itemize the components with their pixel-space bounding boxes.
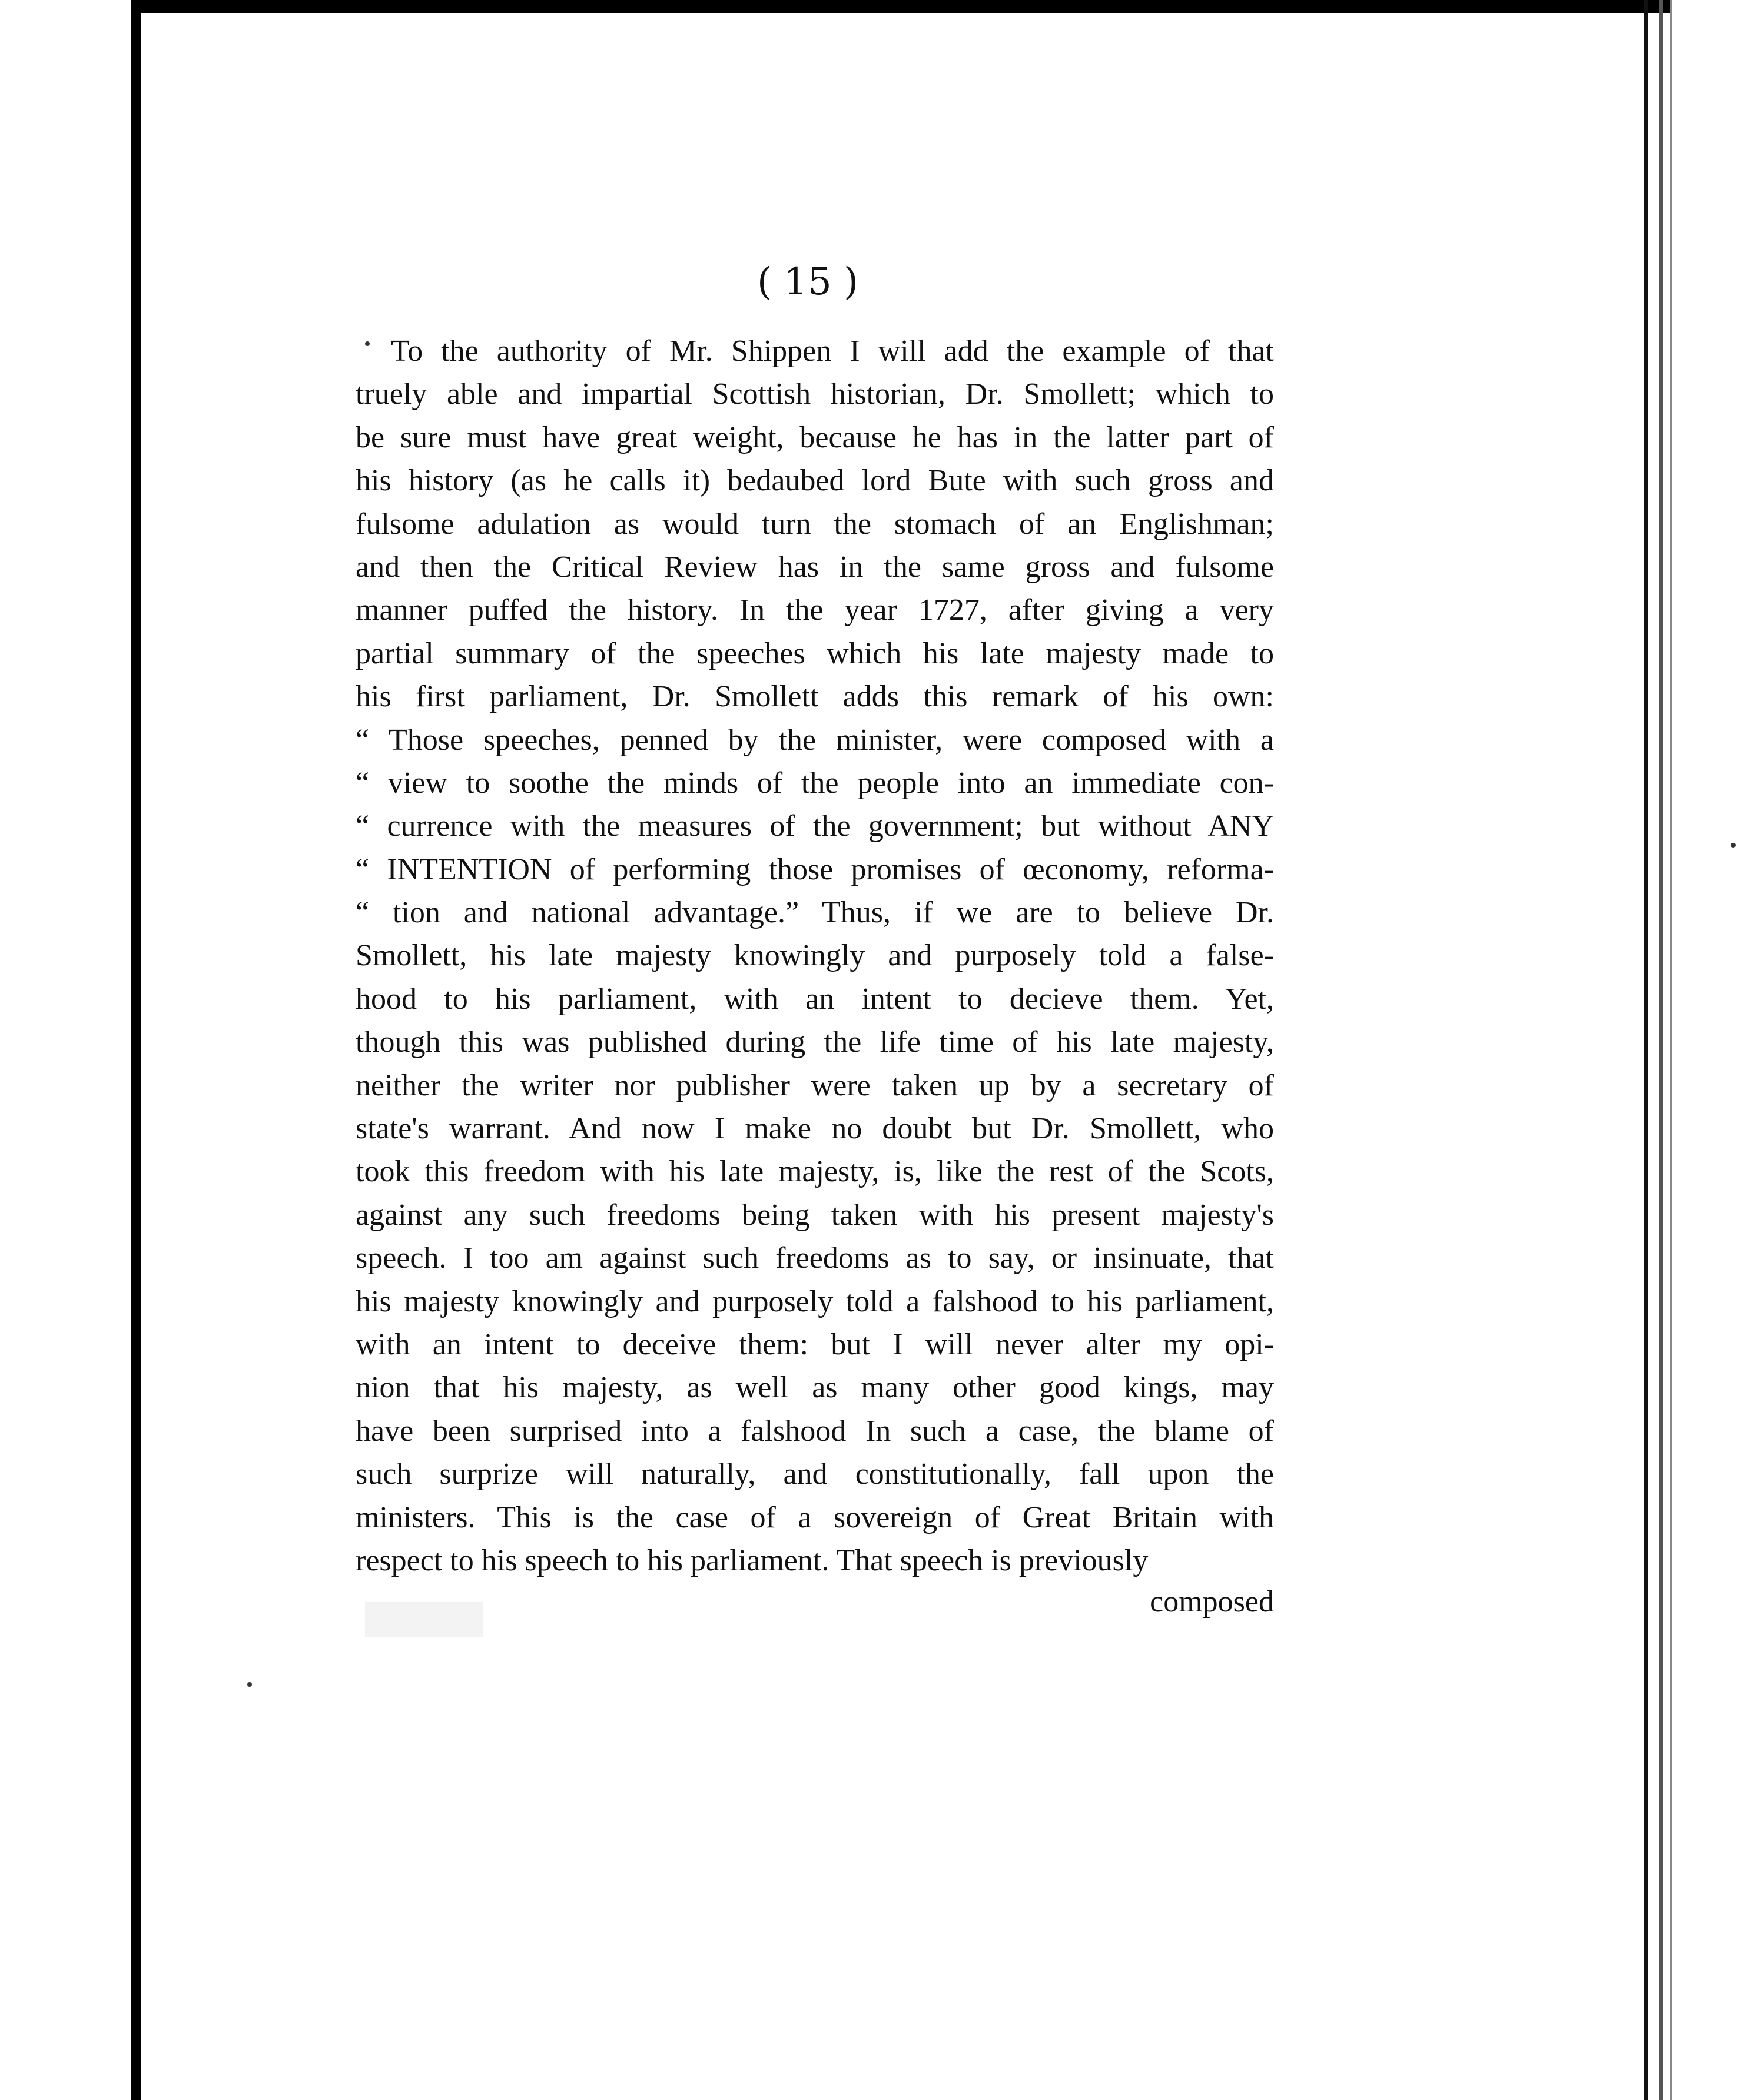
text-line: ministers. This is the case of a sovereign of Great Britain with: [356, 1500, 1274, 1534]
text-line: state's warrant. And now I make no doubt but Dr. Smollett, who: [356, 1112, 1274, 1146]
text-line: “ INTENTION of performing those promises of œconomy, reforma-: [356, 852, 1274, 886]
catchword: composed: [1150, 1585, 1274, 1619]
ink-speck: [247, 1682, 252, 1687]
left-facing-page: [0, 0, 137, 2100]
left-gutter-line: [131, 0, 141, 2100]
right-margin: [1672, 0, 1752, 2100]
text-line: truely able and impartial Scottish historian, Dr. Smollett; which to: [356, 377, 1274, 411]
text-line: To the authority of Mr. Shippen I will add the example of that: [391, 334, 1274, 368]
text-line: “ currence with the measures of the government; but without ANY: [356, 809, 1274, 843]
text-line: neither the writer nor publisher were taken up by a secretary of: [356, 1068, 1274, 1102]
text-line: hood to his parliament, with an intent to decieve them. Yet,: [356, 982, 1274, 1016]
right-page-edge: [1644, 0, 1648, 2100]
text-line: have been surprised into a falshood In such a case, the blame of: [356, 1414, 1274, 1448]
faint-bleed-mark: [365, 1602, 483, 1637]
text-line: and then the Critical Review has in the same gross and fulsome: [356, 550, 1274, 584]
text-line: partial summary of the speeches which his late majesty made to: [356, 636, 1274, 670]
text-line: fulsome adulation as would turn the stomach of an Englishman;: [356, 507, 1274, 541]
text-line: his first parliament, Dr. Smollett adds this remark of his own:: [356, 680, 1274, 714]
top-scan-border: [0, 0, 1752, 13]
text-line: took this freedom with his late majesty, is, like the rest of the Scots,: [356, 1155, 1274, 1189]
text-line: his majesty knowingly and purposely told a falshood to his parliament,: [356, 1284, 1274, 1318]
text-line: against any such freedoms being taken with his present majesty's: [356, 1198, 1274, 1232]
text-line: “ view to soothe the minds of the people into an immediate con-: [356, 766, 1274, 800]
text-line: “ tion and national advantage.” Thus, if we are to believe Dr.: [356, 896, 1274, 930]
text-line: speech. I too am against such freedoms as to say, or insinuate, that: [356, 1241, 1274, 1275]
ink-speck: [365, 341, 370, 346]
body-text: [356, 330, 1274, 1582]
text-line: “ Those speeches, penned by the minister, were composed with a: [356, 723, 1274, 757]
text-line: his history (as he calls it) bedaubed lord Bute with such gross and: [356, 464, 1274, 498]
text-line: with an intent to deceive them: but I will never alter my opi-: [356, 1327, 1274, 1361]
text-line: Smollett, his late majesty knowingly and purposely told a false-: [356, 939, 1274, 973]
text-line: respect to his speech to his parliament. That speech is previously: [356, 1543, 1149, 1577]
text-line: be sure must have great weight, because he has in the latter part of: [356, 420, 1274, 454]
page-number: ( 15 ): [756, 260, 859, 304]
ink-speck: [1731, 843, 1736, 848]
text-line: nion that his majesty, as well as many other good kings, may: [356, 1371, 1274, 1405]
text-line: though this was published during the life time of his late majesty,: [356, 1025, 1274, 1059]
text-line: such surprize will naturally, and constitutionally, fall upon the: [356, 1457, 1274, 1491]
right-page-edge-shadow: [1659, 0, 1663, 2100]
text-line: manner puffed the history. In the year 1727, after giving a very: [356, 593, 1274, 627]
